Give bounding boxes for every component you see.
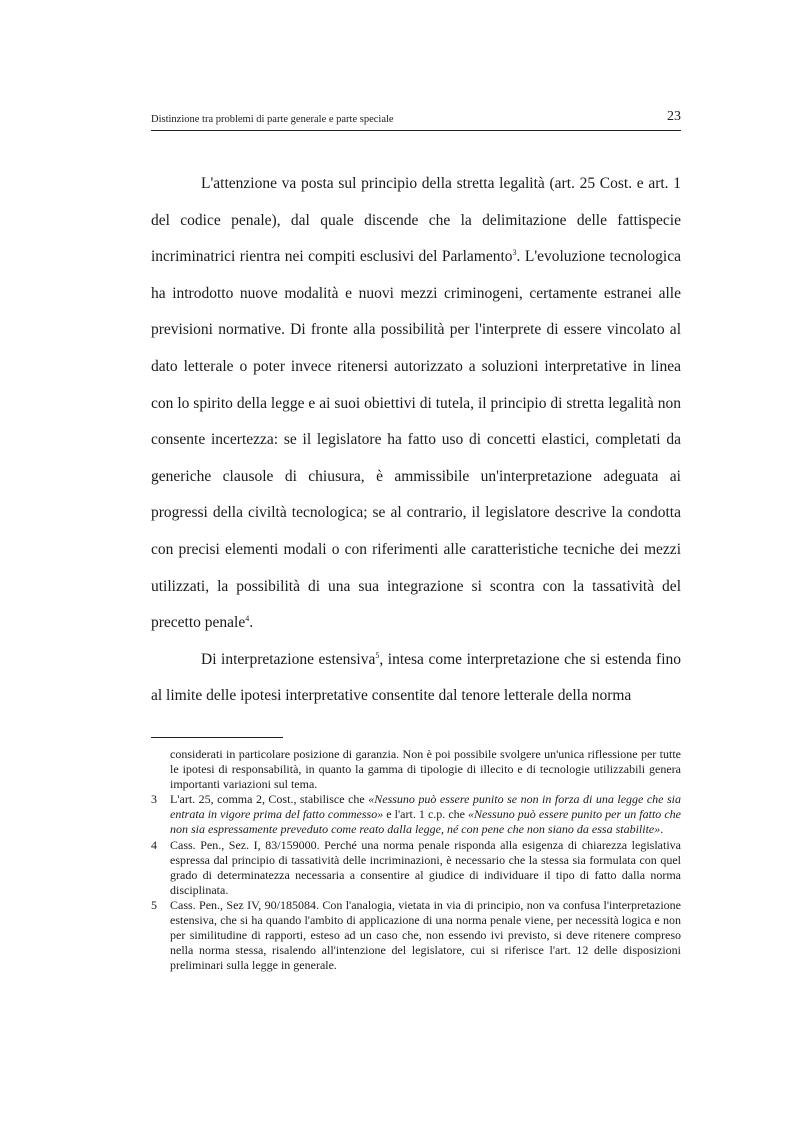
running-title: Distinzione tra problemi di parte generale e parte speciale: [151, 114, 394, 125]
footnote-ref-3[interactable]: 3: [512, 248, 517, 258]
footnote-continuation: considerati in particolare posizione di garanzia. Non è poi possibile svolgere un'unica riflessione per tutte le ipotesi di responsabilità, in quanto la gamma di tipologie di illecito e di tecnologie utilizzabili genera importanti variazioni sul tema.: [170, 747, 681, 792]
paragraph-1: L'attenzione va posta sul principio della stretta legalità (art. 25 Cost. e art. 1 del codice penale), dal quale discende che la delimitazione delle fattispecie incriminatrici rientra nei compiti esclusivi del Parlamento$^3$. L'evoluzione tecnologica ha introdotto nuove modalità e nuovi mezzi criminogeni, certamente estranei alle previsioni normative. Di fronte alla possibilità per l'interprete di essere vincolato al dato letterale o poter invece ritenersi autorizzato a soluzioni interpretative in linea con lo spirito della legge e ai suoi obiettivi di tutela, il principio di stretta legalità non consente incertezza: se il legislatore ha fatto uso di concetti elastici, completati da generiche clausole di chiusura, è ammissibile un'interpretazione adeguata ai progressi della civiltà tecnologica; se al contrario, il legislatore descrive la condotta con precisi elementi modali o con riferimenti alle caratteristiche tecniche dei mezzi utilizzati, la possibilità di una sua integrazione si scontra con la tassatività del precetto penale$^4$.: [151, 175, 681, 632]
footnote-ref-5[interactable]: 5: [375, 650, 380, 660]
header-rule: [151, 130, 681, 131]
footnote-number: 4: [151, 837, 157, 852]
footnote-ref-4[interactable]: 4: [245, 613, 250, 623]
footnote-3: 3 L'art. 25, comma 2, Cost., stabilisce che «Nessuno può essere punito se non in forza di una legge che sia entrata in vigore prima del fatto commesso» e l'art. 1 c.p. che «Nessuno può essere punito per un fatto che non sia espressamente preveduto come reato dalla legge, né con pene che non siano da essa stabilite».: [151, 792, 681, 837]
footnote-5: 5 Cass. Pen., Sez IV, 90/185084. Con l'analogia, vietata in via di principio, non va confusa l'interpretazione estensiva, che si ha quando l'ambito di applicazione di una norma penale viene, per necessità logica e non per similitudine di rapporti, esteso ad un caso che, non essendo ivi previsto, si deve ritenere compreso nella norma stessa, risalendo all'intenzione del legislatore, cui si riferisce l'art. 12 delle disposizioni preliminari sulla legge in generale.: [151, 897, 681, 973]
running-header: [151, 109, 681, 127]
footnote-separator: [151, 737, 283, 738]
footnote-number: 3: [151, 792, 157, 807]
page-number: 23: [667, 109, 681, 124]
paragraph-2: Di interpretazione estensiva$^5$, intesa come interpretazione che si estenda fino al limite delle ipotesi interpretative consentite dal tenore letterale della norma: [151, 650, 681, 705]
footnote-number: 5: [151, 897, 157, 912]
footnote-4: 4 Cass. Pen., Sez. I, 83/159000. Perché una norma penale risponda alla esigenza di chiarezza legislativa espressa dal principio di tassatività delle incriminazioni, è necessario che la stessa sia formulata con quel grado di determinatezza necessaria a consentire al giudice di individuare il tipo di fatto dalla norma disciplinata.: [151, 837, 681, 897]
body-text: [151, 166, 681, 715]
footnotes: [151, 747, 681, 973]
